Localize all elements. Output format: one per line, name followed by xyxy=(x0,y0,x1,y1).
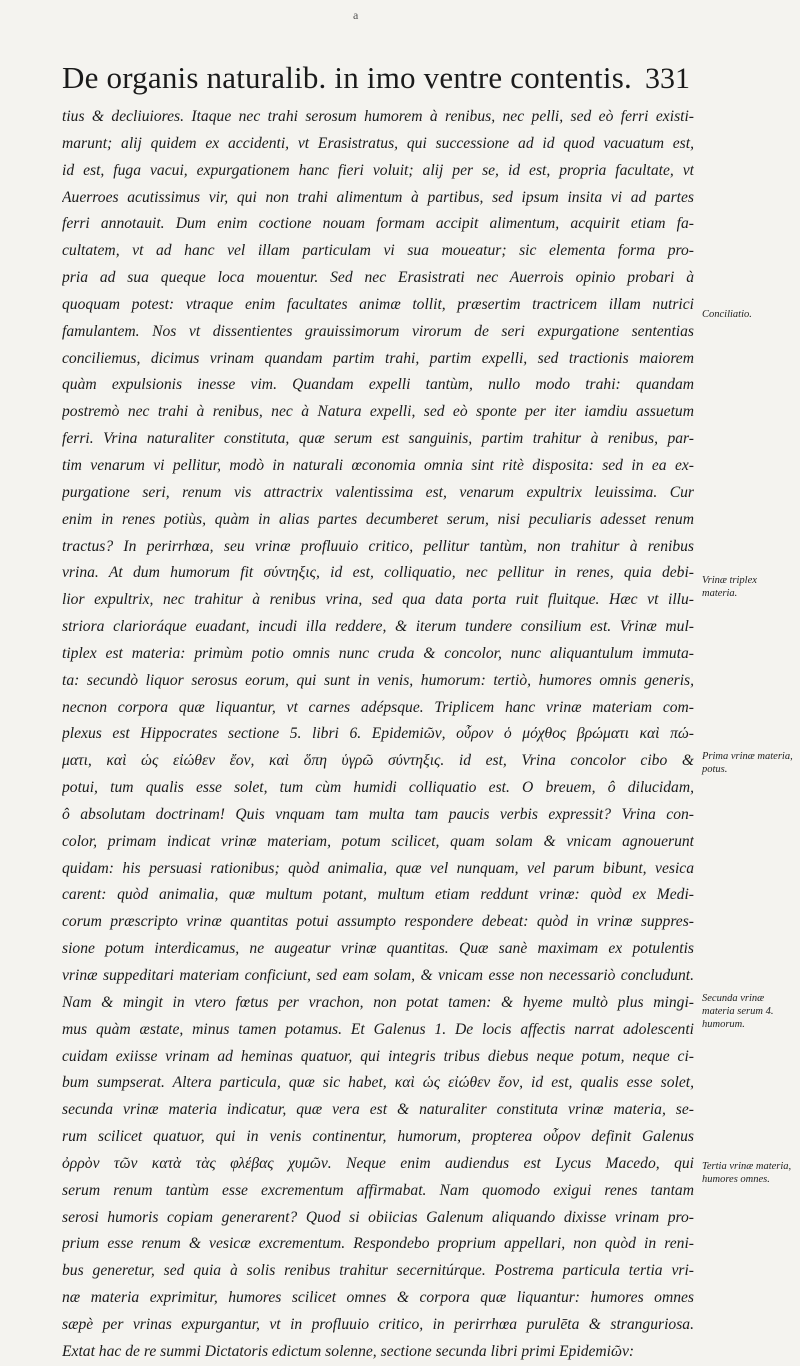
text-line: ô absolutam doctrinam! Quis vnquam tam multa tam paucis verbis expressit? Vrina con- xyxy=(62,805,694,823)
text-line: ferri. Vrina naturaliter constituta, quæ serum est sanguinis, partim trahitur à renibus, par- xyxy=(62,430,694,448)
text-line: striora clarioráque euadant, incudi illa reddere, & iterum tundere consilium est. Vrinæ mul- xyxy=(62,618,694,636)
text-line: cultatem, vt ad hanc vel illam particulam vi sua moueatur; sic elementa forma pro- xyxy=(62,242,694,260)
text-line: bum sumpserat. Altera particula, quæ sic habet, καὶ ὡς εἰώθεν ἔον, id est, qualis esse solet, xyxy=(62,1074,694,1092)
text-line: ferri annotauit. Dum enim coctione nouam formam accipit alimentum, acquirit etiam fa- xyxy=(62,215,694,233)
text-line: Auerroes acutissimus vir, qui non trahi alimentum à partibus, sed ipsum insita vi ad partes xyxy=(62,188,694,206)
signature-mark: a xyxy=(353,8,359,22)
text-line: ὀρρὸν τῶν κατὰ τὰς φλέβας χυμῶν. Neque enim audiendus est Lycus Macedo, qui xyxy=(62,1154,694,1172)
text-line: bus generetur, sed quia à solis renibus trahitur secernitúrque. Postrema particula tertia vri- xyxy=(62,1262,694,1280)
text-line: purgatione seri, renum vis attractrix valentissima est, venarum expultrix leuissima. Cur xyxy=(62,483,694,501)
text-line: Nam & mingit in vtero fœtus per vrachon, non potat tamen: & hyeme multò plus mingi- xyxy=(62,993,694,1011)
marginal-note-vrinae-triplex: Vrinæ triplex materia. xyxy=(702,575,757,599)
text-line: tiplex est materia: primùm potio omnis nunc cruda & concolor, nunc aliquantulum immuta- xyxy=(62,644,694,662)
text-line: carent: quòd animalia, quæ multum potant, multum etiam reddunt vrinæ: quòd ex Medi- xyxy=(62,886,694,904)
text-line: enim in renes potiùs, quàm in alias partes decumberet serum, nisi peculiaris adesset renum xyxy=(62,510,694,528)
text-line: quoquam potest: vtraque enim facultates animæ tollit, præsertim tractricem illam nutrici xyxy=(62,295,694,313)
text-line: tim venarum vi pellitur, modò in naturali œconomia omnia sint ritè disposita: sed in ea ex- xyxy=(62,456,694,474)
text-line: pria ad sua queque loca mouentur. Sed nec Erasistrati nec Auerrois opinio probari à xyxy=(62,269,694,287)
text-line: tius & decliuiores. Itaque nec trahi serosum humorem à renibus, nec pelli, sed eò ferri existi- xyxy=(62,108,694,125)
text-line: Extat hac de re summi Dictatoris edictum solenne, sectione secunda libri primi Epidemiῶν: xyxy=(62,1342,635,1360)
text-line: potui, tum qualis esse solet, tum cùm humidi colliquatio est. O breuem, ô dilucidam, xyxy=(62,779,694,797)
text-line: necnon corpora quæ liquantur, vt carnes adépsque. Triplicem hanc vrinæ materiam com- xyxy=(62,698,694,716)
text-line: mus quàm æstate, minus tamen potamus. Et Galenus 1. De locis affectis narrat adolescenti xyxy=(62,1020,694,1038)
running-title: De organis naturalib. in imo ventre contentis. xyxy=(62,60,632,95)
text-line: plexus est Hippocrates sectione 5. libri 6. Epidemiῶν, οὖρον ὁ μόχθος βρώματι καὶ πώ- xyxy=(62,725,694,743)
running-head xyxy=(62,60,690,102)
text-line: corum præscripto vrinæ quantitas potui assumpto respondere debeat: quòd in vrinæ suppres- xyxy=(62,913,694,931)
text-line: quàm expulsionis inesse vim. Quandam expelli tantùm, nullo modo trahi: quandam xyxy=(62,376,694,394)
text-line: sæpè per vrinas expurgantur, vt in profluuio critico, in perirrhœa purulēta & stranguriosa. xyxy=(62,1315,694,1333)
text-line: vrina. At dum humorum fit σύντηξις, id est, colliquatio, nec pellitur in renes, quia debi- xyxy=(62,564,694,582)
text-line: prium esse renum & vesicæ excrementum. Respondebo proprium appellari, non quòd in reni- xyxy=(62,1235,694,1253)
text-line: postremò nec trahi à renibus, nec à Natura expelli, sed eò sponte per iter iamdiu assuetum xyxy=(62,403,694,421)
text-line: tractus? In perirrhœa, seu vrinæ profluuio critico, pellitur tantùm, non trahitur à renibus xyxy=(62,537,694,555)
text-line: serosi humoris copiam generarent? Quod si obiicias Galenum aliquando dixisse vrinam pro- xyxy=(62,1208,694,1226)
text-line: ta: secundò liquor serosus eorum, qui sunt in venis, humorum: tertiò, humores omnis generis, xyxy=(62,671,694,689)
text-line: secunda vrinæ materia indicatur, quæ vera est & naturaliter constituta vrinæ materia, se- xyxy=(62,1101,694,1119)
text-line: næ materia exprimitur, humores scilicet omnes & corpora quæ liquantur: humores omnes xyxy=(62,1289,694,1307)
text-line: sione potum interdicamus, ne augeatur vrinæ quantitas. Quæ sanè maximam ex potulentis xyxy=(62,940,694,958)
text-line: marunt; alij quidem ex accidenti, vt Erasistratus, qui successione ad id quod vacuatum est, xyxy=(62,134,694,152)
text-line: serum renum tantùm esse excrementum affirmabat. Nam quomodo exigui renes tantam xyxy=(62,1181,694,1199)
text-line: vrinæ suppeditari materiam conficiunt, sed eam solam, & vnicam esse non necessariò concludunt. xyxy=(62,967,694,984)
page-number: 331 xyxy=(645,62,690,95)
text-line: quidam: his persuasi rationibus; quòd animalia, quæ vel nunquam, vel parum bibunt, vesica xyxy=(62,859,694,877)
marginal-note-secunda-materia: Secunda vrinæ materia serum 4. humorum. xyxy=(702,993,774,1030)
text-line: conciliemus, dicimus vrinam quandam partim trahi, partim expelli, sed tractionis maiorem xyxy=(62,349,694,367)
text-line: famulantem. Nos vt dissentientes grauissimorum virorum de seri expurgatione sententias xyxy=(62,322,694,340)
text-line: color, primam indicat vrinæ materiam, potum scilicet, quam solam & vnicam agnouerunt xyxy=(62,832,694,850)
body-text xyxy=(62,104,694,1366)
text-line: cuidam exiisse vrinam ad heminas quatuor, qui integris tribus diebus neque potum, neque ci- xyxy=(62,1047,694,1065)
text-line: lior expultrix, nec trahitur à renibus vrina, sed qua data porta ruit fluitque. Hæc vt illu- xyxy=(62,591,694,609)
text-line: id est, fuga vacui, expurgationem hanc fieri voluit; alij per se, id est, propria facultate, vt xyxy=(62,161,694,179)
text-line: ματι, καὶ ὡς εἰώθεν ἔον, καὶ ὅπη ὑγρῶ σύντηξις. id est, Vrina concolor cibo & xyxy=(62,752,694,770)
marginal-note-conciliatio: Conciliatio. xyxy=(702,309,752,320)
marginal-note-prima-materia: Prima vrinæ materia, potus. xyxy=(702,751,793,775)
marginal-note-tertia-materia: Tertia vrinæ materia, humores omnes. xyxy=(702,1161,792,1185)
text-line: rum scilicet quatuor, qui in venis continentur, humorum, propterea οὖρον definit Galenus xyxy=(62,1128,694,1146)
